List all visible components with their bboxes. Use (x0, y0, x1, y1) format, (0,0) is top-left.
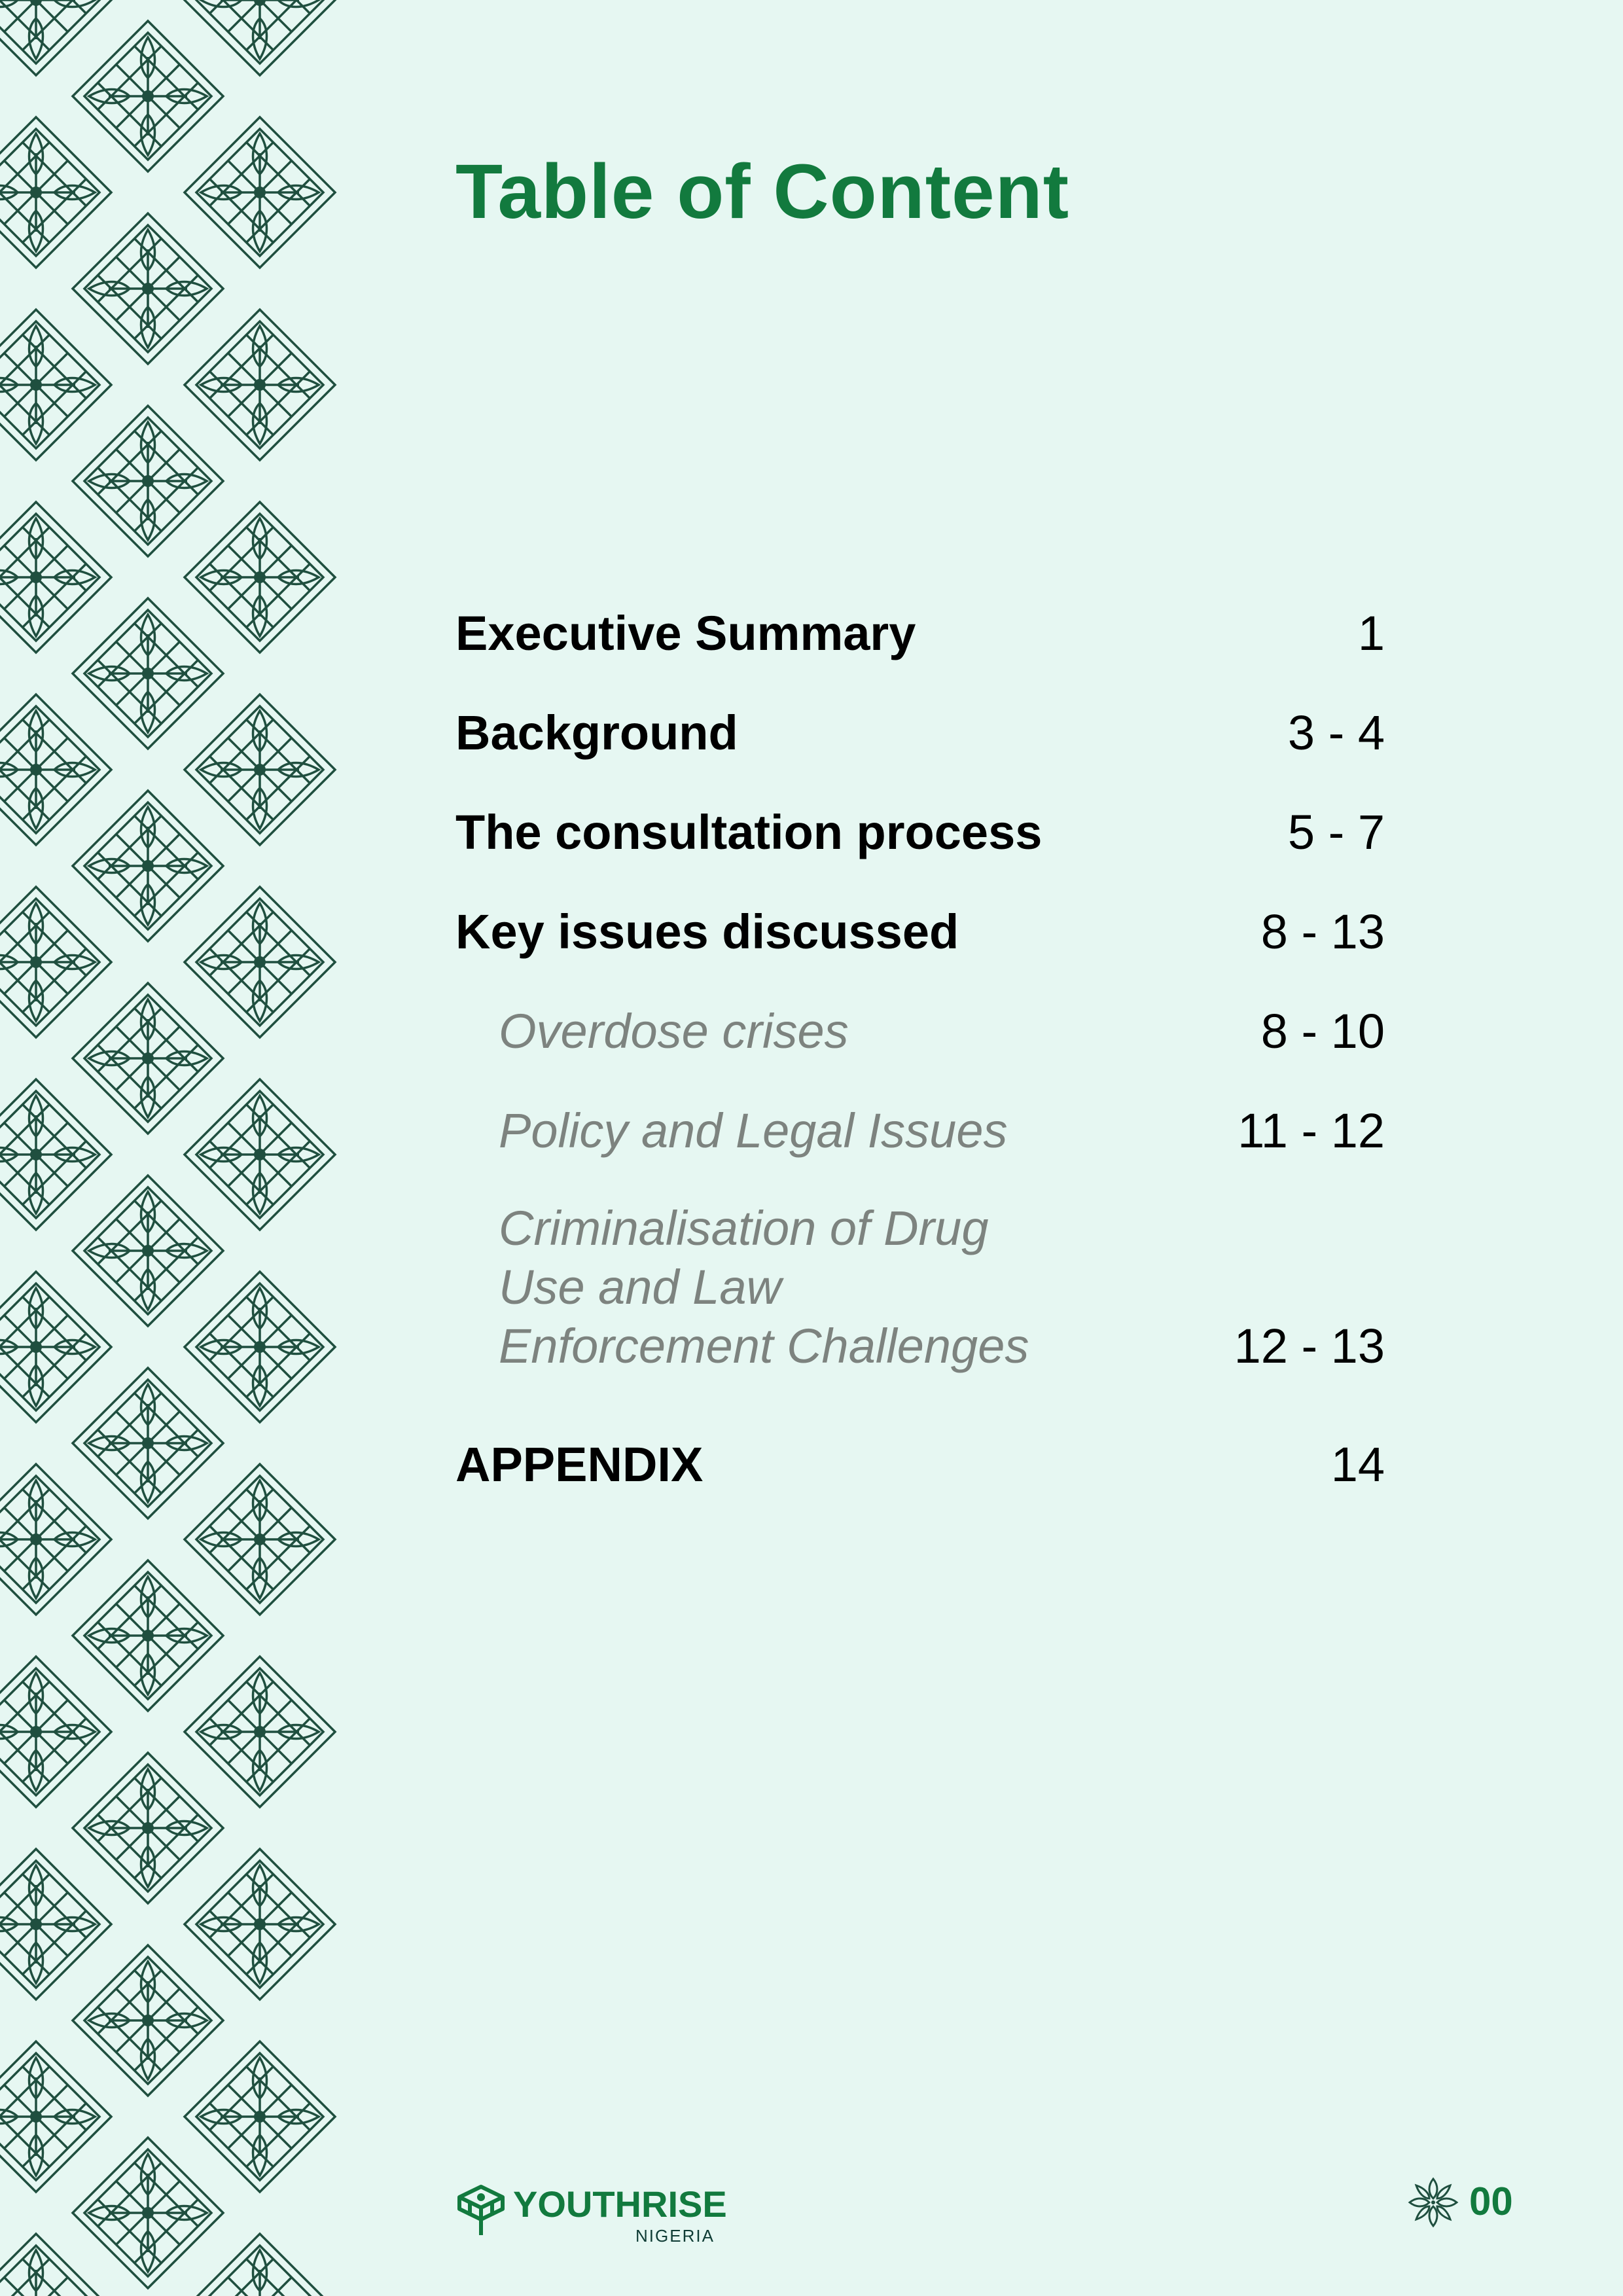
pattern-motif (73, 598, 223, 749)
toc-label: Executive Summary (455, 606, 916, 660)
toc-row-consultation-process[interactable] (455, 804, 1385, 870)
toc-pages: 1 (1357, 606, 1385, 660)
toc-subrow-criminalisation[interactable] (455, 1199, 1385, 1382)
pattern-motif (185, 502, 335, 653)
toc-pages: 11 - 12 (1238, 1103, 1385, 1158)
pattern-motif (185, 1657, 335, 1807)
pattern-motif (185, 1272, 335, 1422)
pattern-motif (185, 1464, 335, 1615)
page-number-block (1407, 2176, 1538, 2235)
toc-sublabel-line: Criminalisation of Drug (499, 1201, 989, 1255)
pattern-motif (73, 1560, 223, 1711)
pattern-motif (73, 1753, 223, 1903)
decorative-pattern (0, 0, 366, 2296)
pattern-motif (185, 1849, 335, 2000)
pattern-motif (185, 0, 335, 75)
page-title: Table of Content (455, 149, 1070, 235)
toc-pages: 8 - 13 (1260, 905, 1385, 959)
pattern-motif (0, 1079, 111, 1230)
pattern-motif (0, 1657, 111, 1807)
toc-pages: 8 - 10 (1260, 1004, 1385, 1058)
pattern-motif (73, 1175, 223, 1326)
pattern-motif (73, 983, 223, 1134)
toc-sublabel: Overdose crises (499, 1004, 849, 1058)
toc-sublabel-line: Enforcement Challenges (499, 1319, 1029, 1373)
pattern-motif (73, 213, 223, 364)
logo-subtext: NIGERIA (635, 2226, 715, 2246)
toc-label: Key issues discussed (455, 905, 959, 959)
pattern-motif (185, 1079, 335, 1230)
pattern-motif (0, 0, 111, 75)
pattern-motif (0, 1849, 111, 2000)
toc-row-key-issues[interactable] (455, 904, 1385, 969)
pattern-motif (0, 502, 111, 653)
youthrise-cube-logo-icon (455, 2183, 507, 2238)
toc-pages: 3 - 4 (1287, 706, 1385, 760)
page-number: 00 (1469, 2179, 1513, 2223)
toc-pages: 5 - 7 (1287, 805, 1385, 859)
pattern-motif (185, 310, 335, 460)
pattern-motif (185, 117, 335, 268)
toc-label: APPENDIX (455, 1437, 704, 1492)
toc-label: Background (455, 706, 738, 760)
toc-sublabel: Policy and Legal Issues (499, 1103, 1008, 1158)
pattern-motif (73, 791, 223, 941)
pattern-motif (73, 2138, 223, 2288)
toc-row-appendix[interactable] (455, 1437, 1385, 1502)
pattern-motif (185, 694, 335, 845)
toc-row-background[interactable] (455, 705, 1385, 770)
pattern-motif (0, 2234, 111, 2296)
pattern-motif (0, 887, 111, 1037)
pattern-motif (0, 117, 111, 268)
pattern-motif (73, 406, 223, 556)
pattern-motif (73, 1368, 223, 1518)
pattern-motif (185, 2234, 335, 2296)
pattern-motif (0, 1464, 111, 1615)
toc-row-executive-summary[interactable] (455, 605, 1385, 671)
pattern-motif (0, 694, 111, 845)
pattern-motif (185, 2041, 335, 2192)
toc-pages: 12 - 13 (1234, 1319, 1385, 1373)
flower-ornament-icon (1407, 2176, 1459, 2229)
pattern-motif (0, 1272, 111, 1422)
youthrise-logo (455, 2183, 730, 2248)
pattern-motif (73, 21, 223, 171)
toc-sublabel-line: Use and Law (499, 1260, 781, 1314)
toc-subrow-overdose-crises[interactable] (455, 1003, 1385, 1069)
toc-subrow-policy-legal[interactable] (455, 1103, 1385, 1168)
toc-label: The consultation process (455, 805, 1043, 859)
toc-pages: 14 (1330, 1437, 1385, 1492)
toc-sublabel (499, 1199, 1029, 1376)
pattern-motif (0, 310, 111, 460)
pattern-motif (73, 1945, 223, 2096)
pattern-motif (185, 887, 335, 1037)
logo-text: YOUTHRISE (513, 2183, 727, 2225)
pattern-motif (0, 2041, 111, 2192)
